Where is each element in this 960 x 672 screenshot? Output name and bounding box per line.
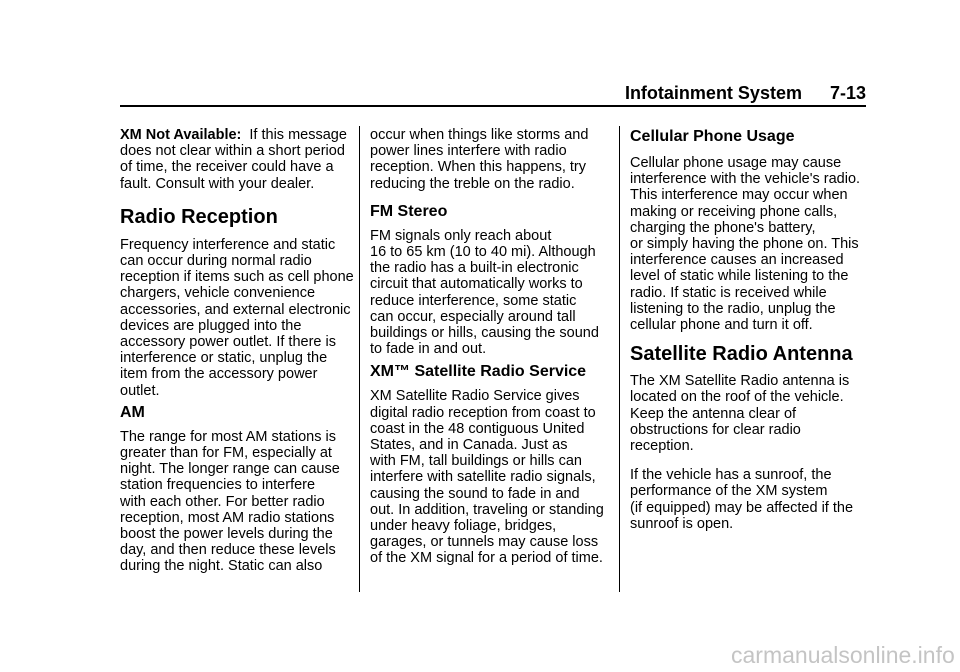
text-line: causing the sound to fade in and <box>370 485 580 502</box>
text-line: station frequencies to interfere <box>120 477 316 494</box>
text-line: chargers, vehicle convenience <box>120 285 316 302</box>
text-line: FM signals only reach about <box>370 227 552 244</box>
text-line: outlet. <box>120 382 160 399</box>
column-divider <box>619 126 620 592</box>
text-line: interfere with satellite radio signals, <box>370 469 596 486</box>
header-rule <box>120 105 866 107</box>
text-line: buildings or hills, causing the sound <box>370 325 599 342</box>
text-line: (if equipped) may be affected if the <box>630 499 854 516</box>
section-heading-satellite-radio-antenna: Satellite Radio Antenna <box>630 343 853 366</box>
text-line: interference with the vehicle's radio. <box>630 171 861 188</box>
text-line: to fade in and out. <box>370 341 487 358</box>
text-line: charging the phone's battery, <box>630 219 816 236</box>
body-paragraph <box>630 373 866 454</box>
text-line: XM Satellite Radio Service gives <box>370 388 580 405</box>
body-paragraph <box>370 388 608 566</box>
section-heading-radio-reception: Radio Reception <box>120 205 278 228</box>
text-line: accessory power outlet. If there is <box>120 334 336 351</box>
text-line <box>120 127 354 143</box>
text-line: coast in the 48 contiguous United <box>370 420 585 437</box>
text-line: sunroof is open. <box>630 515 734 532</box>
text-line: out. In addition, traveling or standing <box>370 501 604 518</box>
column-divider <box>359 126 360 592</box>
text-line: The range for most AM stations is <box>120 428 336 445</box>
text-line: can occur, especially around tall <box>370 308 576 325</box>
text-line: with each other. For better radio <box>120 493 325 510</box>
text-line: radio. If static is received while <box>630 284 827 301</box>
text-line: of time, the receiver could have a <box>120 159 334 176</box>
text-line: with FM, tall buildings or hills can <box>370 453 582 470</box>
text-line: accessories, and external electronic <box>120 301 351 318</box>
text-line: obstructions for clear radio <box>630 421 801 438</box>
text-line: reception. When this happens, try <box>370 159 587 176</box>
text-line: greater than for FM, especially at <box>120 445 332 462</box>
text-line: does not clear within a short period <box>120 143 345 160</box>
text-line: circuit that automatically works to <box>370 276 583 293</box>
watermark: carmanualsonline.info <box>731 642 955 668</box>
text-line: reducing the treble on the radio. <box>370 175 575 192</box>
page-header <box>625 82 866 104</box>
subheading-cellular-phone-usage: Cellular Phone Usage <box>630 128 795 145</box>
text-line: Frequency interference and static <box>120 236 336 253</box>
text-line: the radio has a built-in electronic <box>370 260 579 277</box>
text-line: performance of the XM system <box>630 483 828 500</box>
text-line: This interference may occur when <box>630 187 848 204</box>
text-line: fault. Consult with your dealer. <box>120 175 315 192</box>
text-line: during the night. Static can also <box>120 558 323 575</box>
body-paragraph <box>630 467 866 532</box>
text-line: interference causes an increased <box>630 252 844 269</box>
text-line: Keep the antenna clear of <box>630 405 797 422</box>
body-paragraph <box>120 429 354 575</box>
text-line: of the XM signal for a period of time. <box>370 550 603 567</box>
text-line: States, and in Canada. Just as <box>370 437 568 454</box>
text-line: reception, most AM radio stations <box>120 509 335 526</box>
text-line: occur when things like storms and <box>370 127 589 143</box>
text-line: power lines interfere with radio <box>370 143 567 160</box>
body-paragraph <box>630 155 866 333</box>
text-line: digital radio reception from coast to <box>370 404 596 421</box>
subheading-xm-satellite-radio-service: XM™ Satellite Radio Service <box>370 363 587 381</box>
text-line: Cellular phone usage may cause <box>630 155 842 171</box>
section-title: Infotainment System <box>624 83 802 103</box>
page-number: 7-13 <box>829 83 866 103</box>
text-line: boost the power levels during the <box>120 526 333 543</box>
text-line: day, and then reduce these levels <box>120 542 336 559</box>
text-line: 16 to 65 km (10 to 40 mi). Although <box>370 244 596 261</box>
subheading-fm-stereo: FM Stereo <box>370 202 448 220</box>
text-line: night. The longer range can cause <box>120 461 340 478</box>
subheading-am: AM <box>120 403 145 421</box>
text-line: listening to the radio, unplug the <box>630 300 836 317</box>
text-line: reception if items such as cell phone <box>120 269 354 286</box>
paragraph-lines <box>120 143 354 192</box>
text-line: can occur during normal radio <box>120 253 312 270</box>
text-line: cellular phone and turn it off. <box>630 317 813 334</box>
text-line: item from the accessory power <box>120 366 318 383</box>
body-paragraph <box>120 237 354 399</box>
body-paragraph <box>370 228 608 358</box>
text-line: level of static while listening to the <box>630 268 849 285</box>
text-line: interference or static, unplug the <box>120 350 328 367</box>
text-line: or simply having the phone on. This <box>630 236 859 253</box>
column-3 <box>630 127 866 532</box>
body-paragraph-continued <box>370 127 608 192</box>
run-in-label: XM Not Available: <box>120 127 242 143</box>
text-line: garages, or tunnels may cause loss <box>370 534 599 551</box>
text-line: The XM Satellite Radio antenna is <box>630 373 850 390</box>
xm-not-available-paragraph <box>120 127 354 192</box>
text-line: reception. <box>630 438 694 455</box>
text-line: reduce interference, some static <box>370 292 577 309</box>
text-line: making or receiving phone calls, <box>630 203 838 220</box>
text-line: If the vehicle has a sunroof, the <box>630 467 832 484</box>
text-line: under heavy foliage, bridges, <box>370 518 557 535</box>
text-run: If this message <box>249 127 347 143</box>
text-line: located on the roof of the vehicle. <box>630 389 844 406</box>
column-2 <box>370 127 608 567</box>
text-line: devices are plugged into the <box>120 317 302 334</box>
column-1 <box>120 127 354 575</box>
